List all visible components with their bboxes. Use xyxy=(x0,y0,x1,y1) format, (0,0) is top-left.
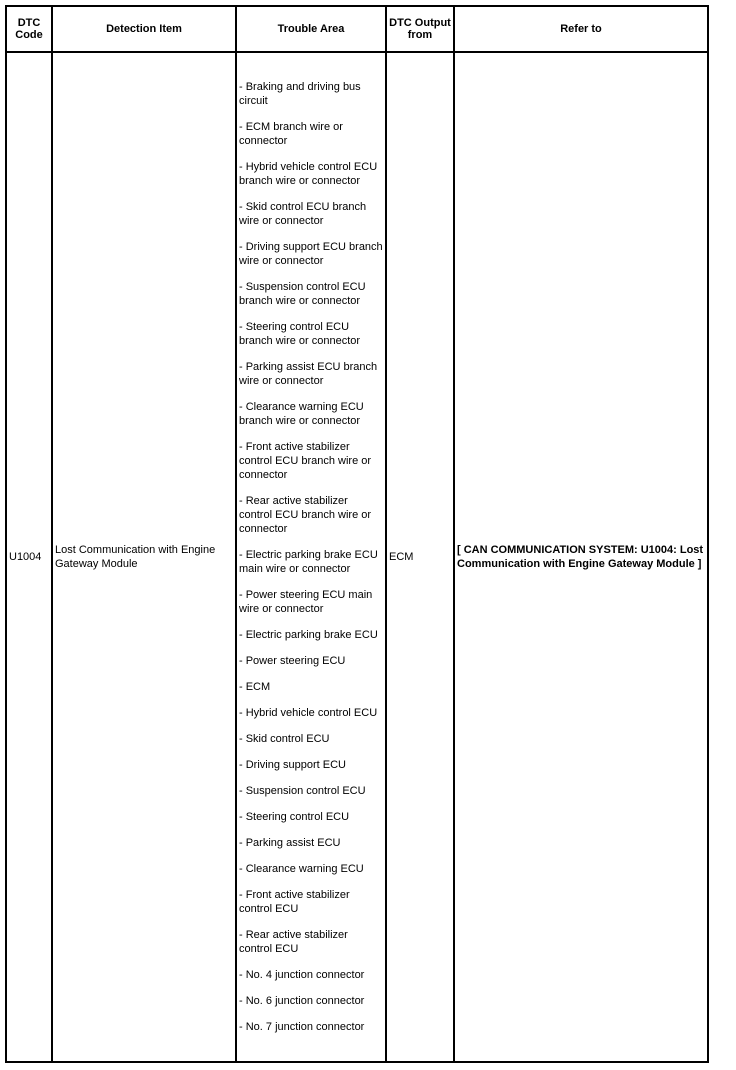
list-item: - Skid control ECU xyxy=(239,733,330,745)
list-item: - No. 7 junction connector xyxy=(239,1021,365,1033)
header-row xyxy=(6,6,708,52)
cell-dtc-code: U1004 xyxy=(6,52,52,1062)
list-item: - Skid control ECU branch wire or connector xyxy=(239,201,367,227)
list-item: - Electric parking brake ECU main wire or connector xyxy=(239,549,378,575)
list-item: - Hybrid vehicle control ECU xyxy=(239,707,378,719)
list-item: - Driving support ECU xyxy=(239,759,346,771)
list-item: - Clearance warning ECU branch wire or connector xyxy=(239,401,364,427)
list-item: - Driving support ECU branch wire or connector xyxy=(239,241,383,267)
list-item: - Electric parking brake ECU xyxy=(239,629,378,641)
list-item: - Power steering ECU main wire or connector xyxy=(239,589,373,615)
cell-refer-to xyxy=(454,52,708,1062)
list-item: - No. 6 junction connector xyxy=(239,995,365,1007)
cell-trouble-area xyxy=(236,52,386,1062)
list-item: - Power steering ECU xyxy=(239,655,346,667)
table-row xyxy=(6,52,708,1062)
list-item: - Suspension control ECU branch wire or connector xyxy=(239,281,366,307)
header-detection-item: Detection Item xyxy=(52,6,236,52)
list-item: - Rear active stabilizer control ECU xyxy=(239,929,348,955)
list-item: - Hybrid vehicle control ECU branch wire or connector xyxy=(239,161,378,187)
header-dtc-output-from: DTC Output from xyxy=(386,6,454,52)
cell-detection-item: Lost Communication with Engine Gateway Module xyxy=(52,52,236,1062)
header-dtc-code: DTC Code xyxy=(6,6,52,52)
list-item: - Front active stabilizer control ECU branch wire or connector xyxy=(239,441,372,481)
list-item: - Suspension control ECU xyxy=(239,785,366,797)
list-item: - Rear active stabilizer control ECU branch wire or connector xyxy=(239,495,372,535)
list-item: - Clearance warning ECU xyxy=(239,863,364,875)
header-trouble-area: Trouble Area xyxy=(236,6,386,52)
list-item: - Braking and driving bus circuit xyxy=(239,81,361,107)
trouble-area-list xyxy=(239,80,383,1034)
refer-to-link[interactable]: [ CAN COMMUNICATION SYSTEM: U1004: Lost Communication with Engine Gateway Module ] xyxy=(457,544,704,570)
list-item: - Parking assist ECU branch wire or connector xyxy=(239,361,378,387)
list-item: - Steering control ECU xyxy=(239,811,350,823)
list-item: - ECM branch wire or connector xyxy=(239,121,343,147)
header-refer-to: Refer to xyxy=(454,6,708,52)
list-item: - No. 4 junction connector xyxy=(239,969,365,981)
cell-dtc-output-from: ECM xyxy=(386,52,454,1062)
dtc-table xyxy=(5,5,709,1063)
list-item: - ECM xyxy=(239,681,271,693)
list-item: - Parking assist ECU xyxy=(239,837,341,849)
list-item: - Steering control ECU branch wire or connector xyxy=(239,321,361,347)
list-item: - Front active stabilizer control ECU xyxy=(239,889,350,915)
